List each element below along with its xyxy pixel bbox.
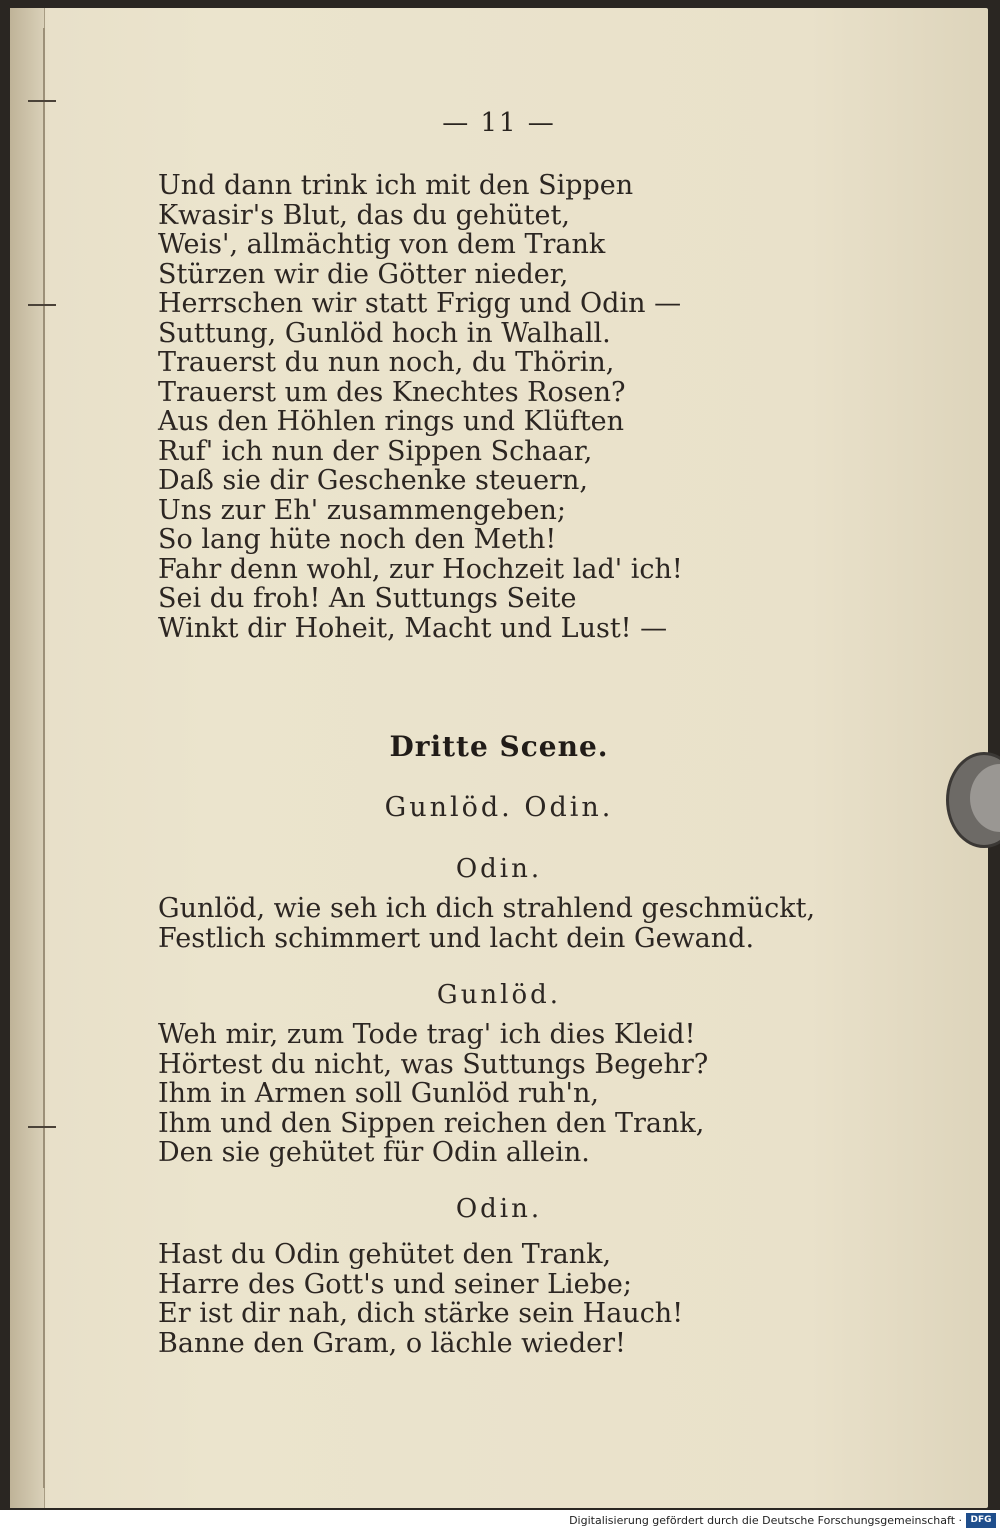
footer-credit: Digitalisierung gefördert durch die Deutsche Forschungsgemeinschaft · <box>569 1514 962 1527</box>
scene-heading: Dritte Scene. <box>389 730 609 763</box>
footer <box>0 1510 1000 1533</box>
verse-line: Ihm in Armen soll Gunlöd ruh'n, <box>158 1078 599 1109</box>
verse-line: Fahr denn wohl, zur Hochzeit lad' ich! <box>158 553 683 585</box>
verse-line: So lang hüte noch den Meth! <box>158 524 557 555</box>
verse-line: Sei du froh! An Suttungs Seite <box>158 583 577 614</box>
verse-block-3 <box>158 1020 798 1168</box>
verse-line: Hast du Odin gehütet den Trank, <box>158 1239 612 1270</box>
verse-line: Harre des Gott's und seiner Liebe; <box>158 1268 632 1300</box>
verse-line: Hörtest du nicht, was Suttungs Begehr? <box>158 1048 709 1080</box>
verse-line: Kwasir's Blut, das du gehütet, <box>158 199 570 231</box>
verse-block-1 <box>158 171 798 643</box>
verse-line: Stürzen wir die Götter nieder, <box>158 258 569 290</box>
verse-line: Banne den Gram, o lächle wieder! <box>158 1327 626 1359</box>
verse-line: Aus den Höhlen rings und Klüften <box>158 406 625 437</box>
verse-line: Ihm und den Sippen reichen den Trank, <box>158 1107 705 1139</box>
book-page <box>10 8 988 1508</box>
verse-line: Winkt dir Hoheit, Macht und Lust! — <box>158 612 668 644</box>
stitch-mark <box>28 1126 56 1128</box>
verse-block-4 <box>158 1240 798 1358</box>
verse-line: Er ist dir nah, dich stärke sein Hauch! <box>158 1298 684 1329</box>
verse-line: Den sie gehütet für Odin allein. <box>158 1137 590 1168</box>
speaker-name: Gunlöd. <box>436 980 562 1010</box>
verse-line: Trauerst um des Knechtes Rosen? <box>158 376 626 408</box>
verse-line: Und dann trink ich mit den Sippen <box>158 170 634 201</box>
verse-line: Herrschen wir statt Frigg und Odin — <box>158 288 682 319</box>
stitch-mark <box>28 304 56 306</box>
verse-line: Ruf' ich nun der Sippen Schaar, <box>158 435 593 467</box>
verse-block-2 <box>158 893 816 954</box>
verse-line: Suttung, Gunlöd hoch in Walhall. <box>158 317 611 349</box>
dfg-logo: DFG <box>966 1513 996 1528</box>
speaker-name: Odin. <box>455 1194 543 1224</box>
page-number: — 11 — <box>442 108 556 138</box>
verse-line: Daß sie dir Geschenke steuern, <box>158 465 588 496</box>
verse-line: Gunlöd, wie seh ich dich strahlend geschmückt, <box>158 893 816 924</box>
verse-line: Weh mir, zum Tode trag' ich dies Kleid! <box>158 1019 696 1050</box>
verse-line: Uns zur Eh' zusammengeben; <box>158 494 566 526</box>
dramatis-personae: Gunlöd. Odin. <box>384 792 614 823</box>
stitch-mark <box>28 100 56 102</box>
verse-line: Trauerst du nun noch, du Thörin, <box>158 347 615 378</box>
speaker-name: Odin. <box>455 854 543 884</box>
verse-line: Weis', allmächtig von dem Trank <box>158 229 606 260</box>
verse-line: Festlich schimmert und lacht dein Gewand. <box>158 922 755 954</box>
